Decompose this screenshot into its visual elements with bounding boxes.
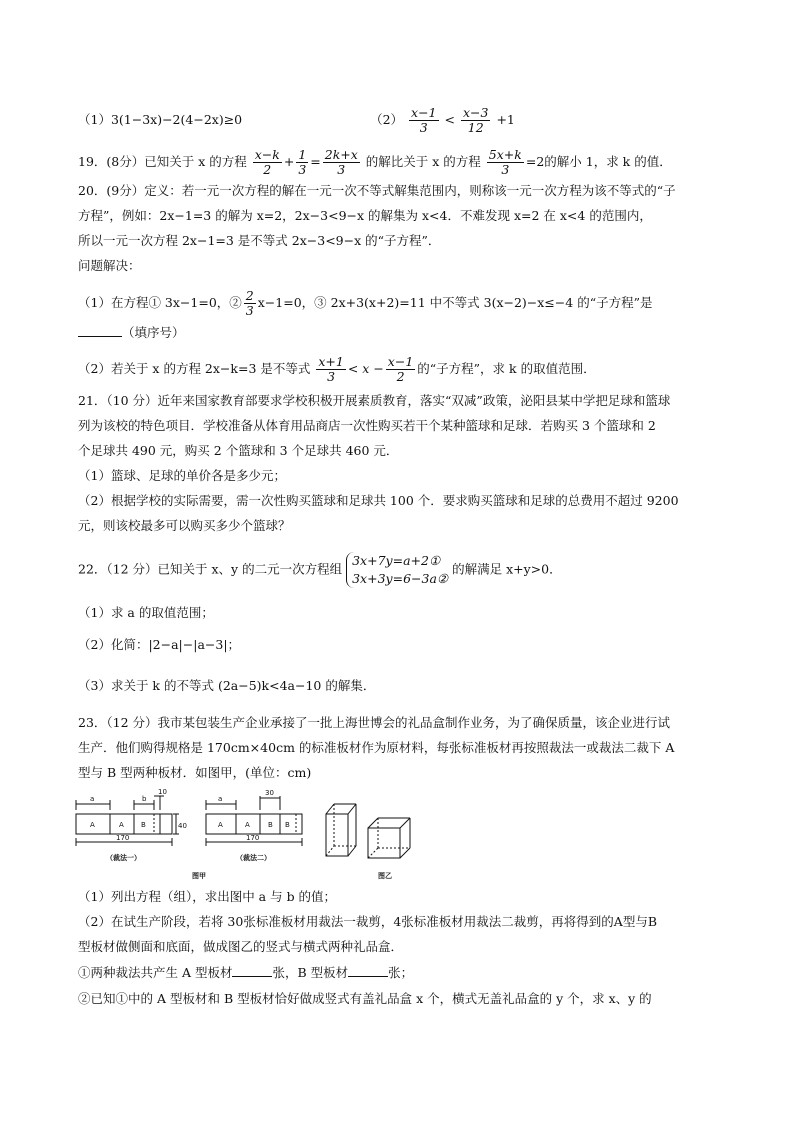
q22-line: 22．（12 分）已知关于 x、y 的二元一次方程组 3x+7y=a+2① 3x+3y=6−3a② 的解满足 x+y>0．: [78, 553, 562, 586]
q20-frac-a: $\frac{x+1}{3}$: [318, 354, 344, 384]
q23-c2: ②已知①中的 A 型板材和 B 型板材恰好做成竖式有盖礼品盒 x 个，横式无盖礼品盒的 y 个，求 x、y 的: [78, 991, 652, 1006]
q19-text-c: =2的解小 1，求 k 的值．: [525, 154, 672, 169]
q22-system: 3x+7y=a+2① 3x+3y=6−3a②: [346, 552, 448, 588]
q21-sub2a: （2）根据学校的实际需要，需一次性购买篮球和足球共 100 个．要求购买篮球和足球的总费用不超过 9200: [78, 493, 679, 508]
fig-A4: A: [245, 821, 250, 829]
q18-frac1: $\frac{x-1}{3}$: [411, 105, 437, 135]
q23-sub2a: （2）在试生产阶段，若将 30张标准板材用裁法一裁剪，4张标准板材用裁法二裁剪，再将得到的A型与B: [78, 914, 657, 929]
q23-sub2b: 型板材做侧面和底面，做成图乙的竖式与横式两种礼品盒．: [78, 939, 404, 954]
q19-frac1: $\frac{x-k}{2}$: [254, 147, 280, 177]
fig-caption-yi: 图乙: [378, 872, 392, 880]
q18-line: [78, 106, 728, 135]
q23-line3: 型与 B 型两种板材．如图甲，(单位：cm): [78, 765, 312, 780]
fig-label-170-1: 170: [116, 834, 130, 842]
q18-part1: （1）3(1−3x)−2(4−2x)≥0: [78, 112, 243, 127]
q19-frac3: $\frac{2k+x}{3}$: [324, 147, 358, 177]
q19-text-a: 19．(8分）已知关于 x 的方程: [78, 154, 247, 169]
q20-line3: 所以一元一次方程 2x−1=3 是不等式 2x−3<9−x 的“子方程”．: [78, 233, 441, 248]
q19-frac4: $\frac{5x+k}{3}$: [488, 147, 522, 177]
q22-sub2: （2）化简：|2−a|−|a−3|；: [78, 637, 241, 652]
fig-A1: A: [90, 821, 95, 829]
fig-A3: A: [218, 821, 223, 829]
q18-part2-label: （2）: [370, 112, 404, 127]
q18-frac2: $\frac{x-3}{12}$: [462, 105, 489, 135]
fig-label-10: 10: [158, 788, 167, 796]
q23-line2: 生产．他们购得规格是 170cm×40cm 的标准板材作为原材料，每张标准板材再按照裁法一或裁法二裁下 A: [78, 740, 675, 755]
fig-label-30: 30: [265, 789, 274, 797]
q20-sub1: （1）在方程① 3x−1=0，② $\frac{2}{3}$ x−1=0，③ 2x+3(x+2)=11 中不等式 3(x−2)−x≤−4 的“子方程”是: [78, 288, 653, 318]
q20-answer-blank[interactable]: [78, 324, 122, 337]
q18-lt: <: [444, 112, 455, 127]
q21-line1: 21．（10 分）近年来国家教育部要求学校积极开展素质教育，落实“双减”政策，泌阳县某中学把足球和篮球: [78, 393, 671, 408]
fig-label-a2: a: [218, 795, 223, 803]
q19-text-b: 的解比关于 x 的方程: [365, 154, 481, 169]
fig-label-b1: b: [142, 795, 147, 803]
q21-line2: 列为该校的特色项目．学校准备从体育用品商店一次性购买若干个某种篮球和足球．若购买 3 个篮球和 2: [78, 418, 656, 433]
q20-sub1-answer: （填序号）: [78, 324, 728, 342]
b-board-blank[interactable]: [348, 964, 388, 977]
q19-frac2: $\frac{1}{3}$: [298, 147, 307, 177]
q23-line1: 23．（12 分）我市某包装生产企业承接了一批上海世博会的礼品盒制作业务，为了确保质量，该企业进行试: [78, 715, 671, 730]
figure-board-cutting: [72, 786, 432, 886]
q18-tail: +1: [496, 112, 515, 127]
q20-frac-b: $\frac{x-1}{2}$: [387, 354, 414, 384]
q20-frac-2-3: $\frac{2}{3}$: [245, 288, 254, 318]
a-board-blank[interactable]: [232, 964, 272, 977]
q21-sub2b: 元，则该校最多可以购买多少个篮球？: [78, 518, 291, 533]
q22-sub1: （1）求 a 的取值范围；: [78, 605, 214, 620]
fig-caption-jia: 图甲: [192, 872, 206, 880]
fig-B2: B: [268, 821, 273, 829]
fig-label-40: 40: [178, 822, 187, 830]
fig-caption-cut1: （裁法一）: [106, 854, 141, 862]
q21-line3: 个足球共 490 元，购买 2 个篮球和 3 个足球共 460 元．: [78, 443, 399, 458]
fig-caption-cut2: （裁法二）: [236, 854, 271, 862]
fig-B1: B: [141, 821, 146, 829]
q21-sub1: （1）篮球、足球的单价各是多少元；: [78, 468, 286, 483]
q20-line4: 问题解决：: [78, 258, 141, 273]
q23-sub1: （1）列出方程（组），求出图中 a 与 b 的值；: [78, 889, 337, 904]
q20-sub2: （2）若关于 x 的方程 2x−k=3 是不等式 $\frac{x+1}{3}$ < x − $\frac{x-1}{2}$ 的“子方程”，求 k 的取值范围．: [78, 354, 596, 384]
fig-B3: B: [285, 821, 290, 829]
fig-label-a1: a: [90, 795, 95, 803]
q19-line: 19．(8分）已知关于 x 的方程 $\frac{x-k}{2}$ + $\frac{1}{3}$ = $\frac{2k+x}{3}$ 的解比关于 x 的方程 $\frac{5x+k}{3}$ =2的解小 1，求 k 的值．: [78, 147, 672, 177]
q23-c1: ①两种裁法共产生 A 型板材 张，B 型板材 张；: [78, 965, 414, 980]
fig-label-170-2: 170: [246, 834, 260, 842]
q20-line2: 方程”，例如：2x−1=3 的解为 x=2，2x−3<9−x 的解集为 x<4．不难发现 x=2 在 x<4 的范围内，: [78, 208, 652, 223]
fig-A2: A: [119, 821, 124, 829]
q22-sub3: （3）求关于 k 的不等式 (2a−5)k<4a−10 的解集．: [78, 678, 376, 693]
q20-line1: 20．(9分）定义：若一元一次方程的解在一元一次不等式解集范围内，则称该一元一次方程为该不等式的“子: [78, 183, 676, 198]
